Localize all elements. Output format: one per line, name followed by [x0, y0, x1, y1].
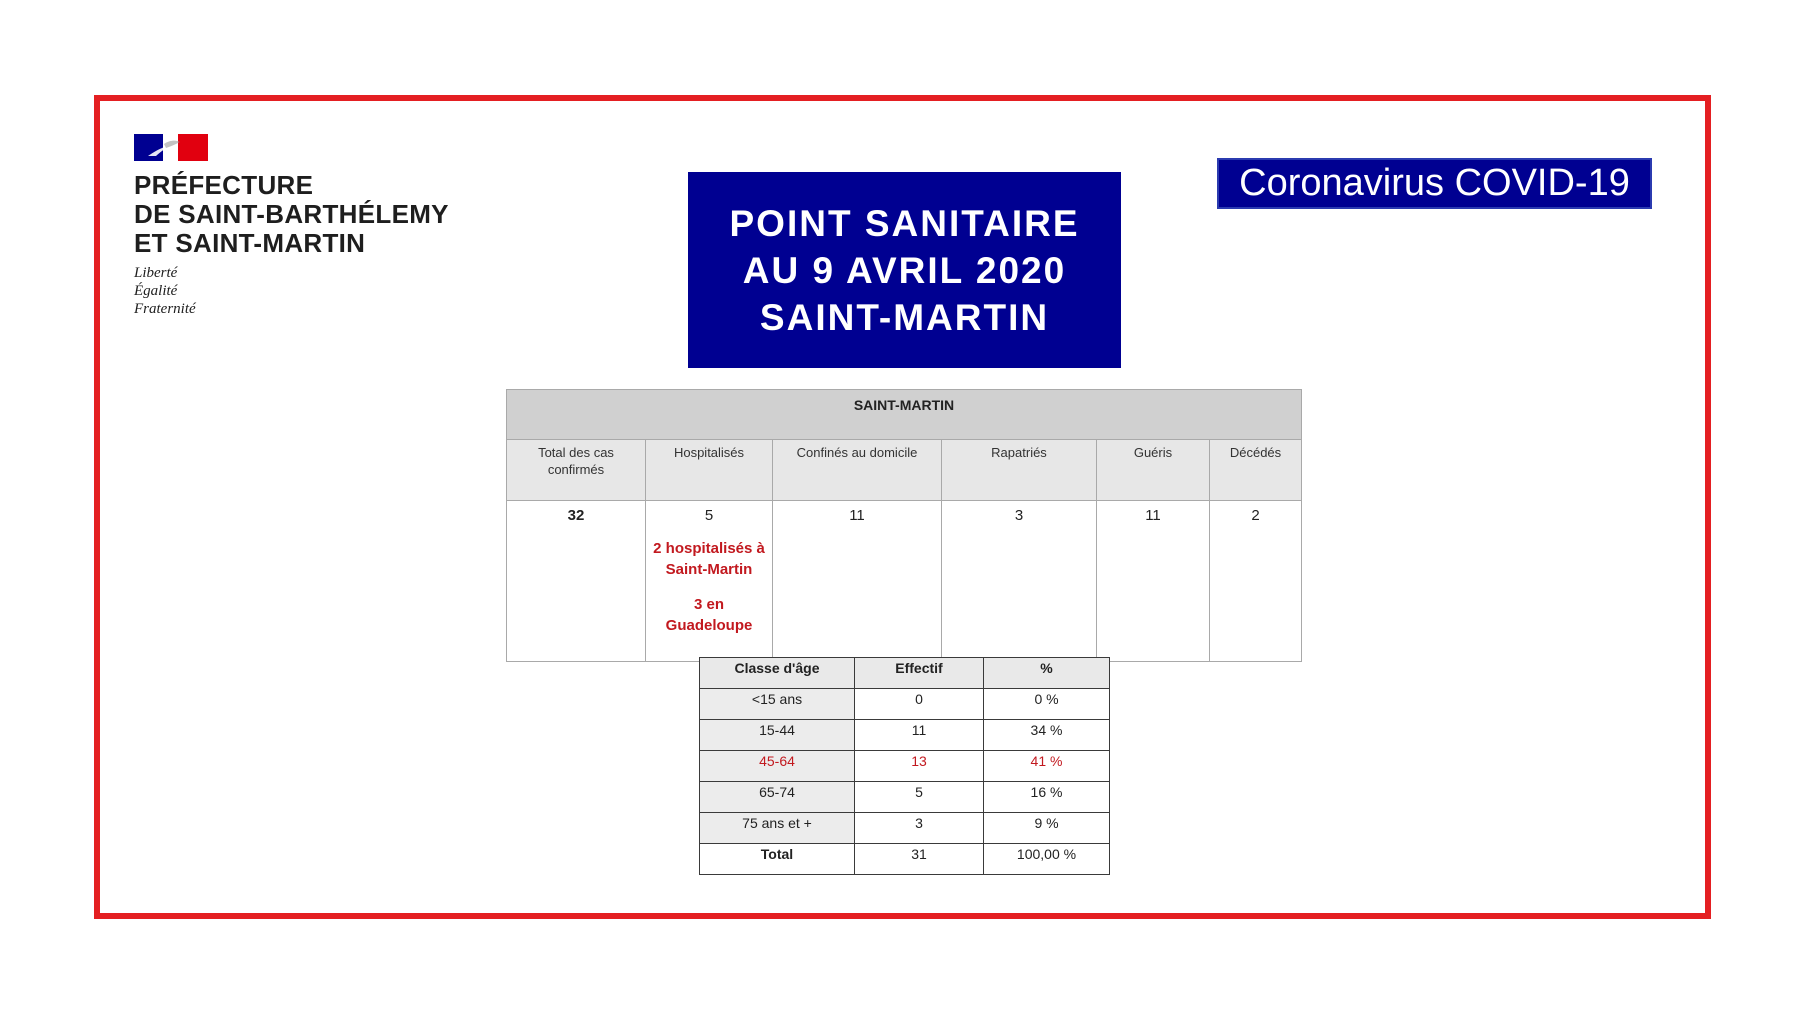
summary-table [506, 389, 1302, 662]
age-class: 45-64 [700, 751, 855, 782]
recovered-value: 11 [1097, 501, 1210, 662]
column-header: Décédés [1210, 440, 1302, 501]
motto-line: Fraternité [134, 301, 196, 317]
table-row [700, 720, 1110, 751]
summary-table-title: SAINT-MARTIN [507, 390, 1302, 440]
deceased-value: 2 [1210, 501, 1302, 662]
motto-line: Liberté [134, 265, 178, 281]
count: 11 [855, 720, 984, 751]
table-row [700, 782, 1110, 813]
age-header: Classe d'âge [700, 658, 855, 689]
covid-tag: Coronavirus COVID-19 [1217, 158, 1652, 209]
age-table [699, 657, 1110, 875]
total-cases-value: 32 [507, 501, 646, 662]
age-class: 65-74 [700, 782, 855, 813]
table-row [700, 689, 1110, 720]
prefecture-name-line: PRÉFECTURE [134, 170, 314, 200]
prefecture-name-line: DE SAINT-BARTHÉLEMY [134, 199, 449, 229]
count: 3 [855, 813, 984, 844]
percent: 41 % [984, 751, 1110, 782]
prefecture-name-line: ET SAINT-MARTIN [134, 228, 366, 258]
percent-header: % [984, 658, 1110, 689]
percent: 16 % [984, 782, 1110, 813]
prefecture-logo [134, 134, 449, 318]
count: 13 [855, 751, 984, 782]
home-confined-value: 11 [773, 501, 942, 662]
column-header: Confinés au domicile [773, 440, 942, 501]
column-header: Rapatriés [942, 440, 1097, 501]
motto-line: Égalité [134, 283, 178, 299]
title-line: SAINT-MARTIN [759, 296, 1050, 338]
count: 0 [855, 689, 984, 720]
hospital-note-saint-martin: 2 hospitalisés à Saint-Martin [653, 540, 765, 578]
prefecture-name [134, 171, 449, 258]
table-row-highlighted [700, 751, 1110, 782]
hospitalized-value: 5 [704, 507, 714, 524]
column-header: Guéris [1097, 440, 1210, 501]
count: 5 [855, 782, 984, 813]
table-row [700, 813, 1110, 844]
percent: 100,00 % [984, 844, 1110, 875]
age-class: 75 ans et + [700, 813, 855, 844]
repatriated-value: 3 [942, 501, 1097, 662]
table-row-total [700, 844, 1110, 875]
report-title-box [688, 172, 1121, 368]
age-class: 15-44 [700, 720, 855, 751]
percent: 0 % [984, 689, 1110, 720]
age-class: Total [700, 844, 855, 875]
percent: 34 % [984, 720, 1110, 751]
republic-motto [134, 264, 449, 318]
age-class: <15 ans [700, 689, 855, 720]
column-header: Total des cas confirmés [507, 440, 646, 501]
hospital-note-guadeloupe: 3 en Guadeloupe [665, 596, 753, 634]
hospitalized-cell [646, 501, 773, 662]
title-line: POINT SANITAIRE [729, 202, 1080, 244]
title-line: AU 9 AVRIL 2020 [742, 249, 1067, 291]
marianne-flag-icon [134, 134, 208, 161]
percent: 9 % [984, 813, 1110, 844]
count: 31 [855, 844, 984, 875]
column-header: Hospitalisés [646, 440, 773, 501]
count-header: Effectif [855, 658, 984, 689]
